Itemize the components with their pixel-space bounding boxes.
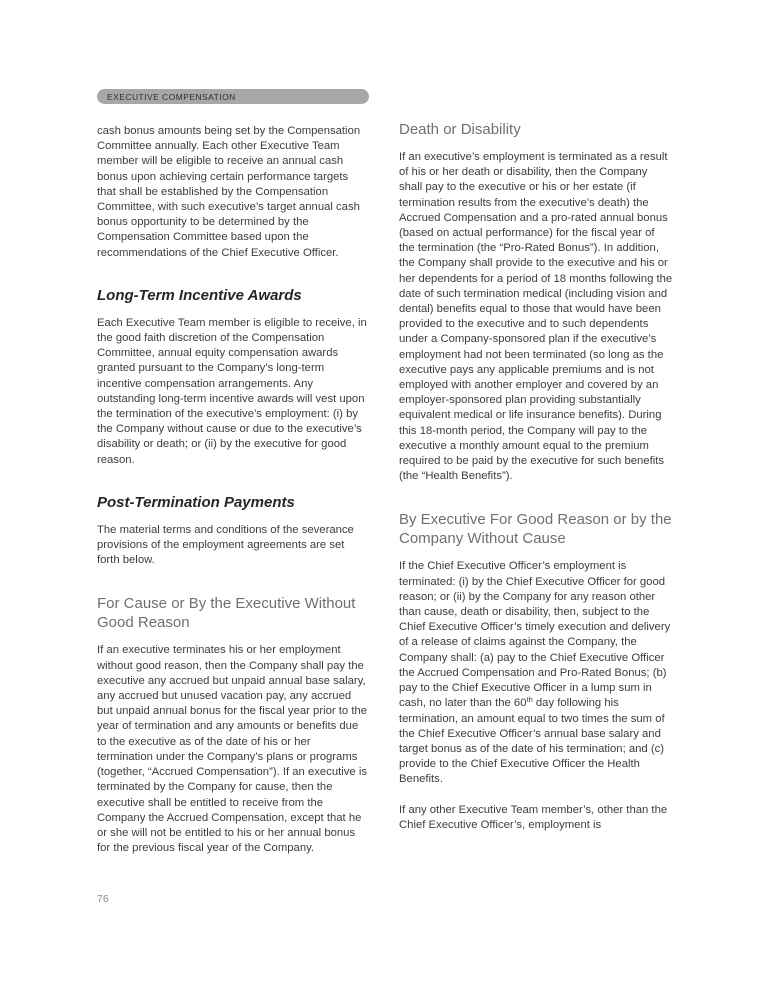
section-banner — [97, 89, 369, 104]
ordinal-superscript: th — [526, 695, 533, 705]
subheading-by-executive-good-reason: By Executive For Good Reason or by the Company Without Cause — [399, 511, 672, 548]
paragraph-long-term-incentive: Each Executive Team member is eligible to receive, in the good faith discretion of the Compensation Committee, annual equity compensation awards granted pursuant to the Company’s long-term incentive compensation arrangements. Any outstanding long-term incentive awards will vest upon the termination of the executive’s employment: (i) by the Company without cause or due to the executive’s disability or death; or (ii) by the executive for good reason. — [97, 316, 367, 466]
paragraph-text-before-superscript: If the Chief Executive Officer’s employment is terminated: (i) by the Chief Executive Officer for good reason; or (ii) by the Company for any reason other than cause, death or disability, then, subject to the Chief Executive Officer’s timely execution and delivery of a release of claims against the Company, the Company shall: (a) pay to the Chief Executive Officer the Accrued Compensation and Pro-Rated Bonus; (b) pay to the Chief Executive Officer in a lump sum in cash, no later than the 60 — [399, 560, 671, 710]
paragraph-for-cause: If an executive terminates his or her employment without good reason, then the Company shall pay the executive any accrued but unpaid annual base salary, any accrued but unused vacation pay, any accrued but unpaid annual bonus for the fiscal year prior to the year of termination and any amounts or benefits due to the executive as of the date of his or her termination under the Company’s plans or programs (together, “Accrued Compensation”). If an executive is terminated by the Company for cause, then the executive shall be entitled to receive from the Company the Accrued Compensation, except that he or she will not be entitled to his or her annual bonus for the previous fiscal year of the Company. — [97, 644, 368, 855]
paragraph-annual-cash-bonus: cash bonus amounts being set by the Compensation Committee annually. Each other Executive Team member will be eligible to receive an annual cash bonus upon achieving certain performance targets that shall be established by the Compensation Committee, with such executive’s target annual cash bonus opportunity to be determined by the Compensation Committee based upon the recommendations of the Chief Executive Officer. — [97, 125, 361, 259]
subheading-for-cause-without-good-reason: For Cause or By the Executive Without Good Reason — [97, 595, 356, 632]
heading-long-term-incentive-awards: Long-Term Incentive Awards — [97, 286, 302, 304]
banner-label: EXECUTIVE COMPENSATION — [107, 91, 236, 102]
heading-post-termination-payments: Post-Termination Payments — [97, 493, 295, 511]
paragraph-text-after-superscript: day following his termination, an amount equal to two times the sum of the Chief Executive Officer’s annual base salary and target bonus as of the date of his termination; and (c) provide to the Chief Executive Officer the Health Benefits. — [399, 697, 665, 786]
right-column — [399, 120, 673, 848]
subheading-death-or-disability: Death or Disability — [399, 121, 521, 138]
paragraph-good-reason-terms — [399, 559, 673, 787]
paragraph-other-executive-team-member: If any other Executive Team member’s, other than the Chief Executive Officer’s, employment is — [399, 803, 668, 831]
page-number: 76 — [97, 893, 109, 905]
paragraph-post-termination: The material terms and conditions of the severance provisions of the employment agreements are set forth below. — [97, 523, 354, 567]
left-column — [97, 89, 369, 871]
paragraph-death-or-disability: If an executive’s employment is terminated as a result of his or her death or disability, then the Company shall pay to the executive or his or her estate (if termination results from the executive’s death) the Accrued Compensation and a pro-rated annual bonus (based on actual performance) for the fiscal year of the termination (the “Pro-Rated Bonus”). In addition, the Company shall provide to the executive and his or her dependents for a period of 18 months following the date of such termination medical (including vision and dental) benefits equal to those that would have been provided to the executive and to such dependents under a Company-sponsored plan if the executive’s employment had not been terminated (so long as the executive pays any applicable premiums and is not employed with another employer and covered by an employer-sponsored plan providing substantially equivalent medical or life insurance benefits). During this 18-month period, the Company will pay to the executive a monthly amount equal to the premium required to be paid by the executive for such benefits (the “Health Benefits”). — [399, 151, 673, 483]
